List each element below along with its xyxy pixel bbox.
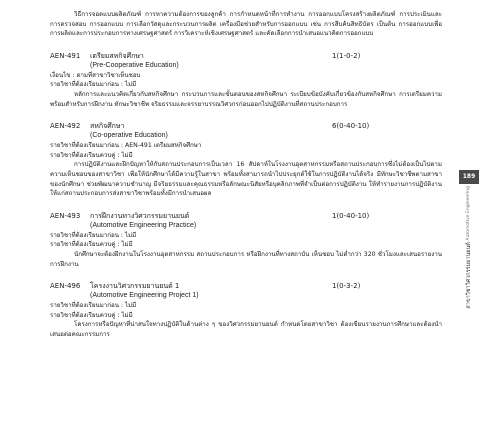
course-description: โครงการหรือปัญหาที่น่าสนใจทางปฏิบัติในด้านต่าง ๆ ของวิศวกรรมยานยนต์ กำหนดโดยสาขาวิชา ต้องเขียนรายงานการศึกษาและต้องนำเสนอต่อคณะกรรมการ (50, 321, 442, 338)
course-title-en: (Co-operative Education) (90, 132, 168, 140)
course-credits: 6(0-40-10) (332, 122, 370, 131)
course-title-th: สหกิจศึกษา (90, 122, 125, 131)
course-prerequisite: รายวิชาที่ต้องเรียนมาก่อน : ไม่มี (50, 302, 137, 310)
course-header (50, 211, 442, 221)
course-corequisite: รายวิชาที่ต้องเรียนควบคู่ : ไม่มี (50, 151, 133, 159)
course-description: นักศึกษาจะต้องฝึกงานในโรงงานอุตสาหกรรม สถานประกอบการ หรือฝึกงานที่ทางสถาบัน เห็นชอบ ไม่ต่ำกว่า 320 ชั่วโมงและเสนอรายงานการฝึกงาน (50, 250, 442, 268)
course-title-th: โครงงานวิศวกรรมยานยนต์ 1 (90, 282, 180, 291)
course-prerequisite: รายวิชาที่ต้องเรียนมาก่อน : AEN-491 เตรียมสหกิจศึกษา (50, 142, 202, 150)
course-title-th: การฝึกงานทางวิศวกรรมยานยนต์ (90, 211, 190, 220)
course-entry (50, 121, 442, 199)
course-prerequisite: รายวิชาที่ต้องเรียนมาก่อน : ไม่มี (50, 81, 137, 89)
course-corequisite: รายวิชาที่ต้องเรียนควบคู่ : ไม่มี (50, 241, 133, 249)
side-tab-subtitle: Automotive Engineering (466, 186, 471, 241)
course-header (50, 281, 442, 291)
course-credits: 1(1-0-2) (332, 51, 361, 60)
course-header (50, 121, 442, 131)
course-corequisite: รายวิชาที่ต้องเรียนควบคู่ : ไม่มี (50, 311, 133, 319)
course-entry (50, 51, 442, 109)
intro-paragraph: วิธีการจอดแบบผลิตภัณฑ์ การหาความต้องการของลูกค้า การกำหนดหน้าที่การทำงาน การออกแบบโครงสร้างผลิตภัณฑ์ การประเมินและการตรวจสอบ การออกแบบ การเลือกวัสดุและกระบวนการผลิต เครื่องมือช่วยสำหรับการออกแบบ เช่น การสืบค้นสิทธิบัตร เป็นต้น การออกแบบเพื่อการผลิตและการประกอบการทางเศรษฐศาสตร์ การวิเคราะห์เชิงเศรษฐศาสตร์ และคัดเลือกการนำเสนอแนวคิดการออกแบบ (50, 11, 442, 38)
course-description: หลักการและแนวคิดเกี่ยวกับสหกิจศึกษา กระบวนการและขั้นตอนของสหกิจศึกษา ระเบียบข้อบังคับเกี่ยวข้องกับสหกิจศึกษา การเตรียมความพร้อมสำหรับการฝึกงาน ทักษะวิชาชีพ จริยธรรมและจรรยาบรรณวิศวกรก่อนออกไปปฏิบัติงานที่สถานประกอบการ (50, 90, 442, 108)
course-prerequisite: รายวิชาที่ต้องเรียนมาก่อน : ไม่มี (50, 231, 137, 239)
course-description: การปฏิบัติงานและฝึกปัญหาให้กับสถานประกอบการเป็นเวลา 16 สัปดาห์ในโรงงานอุตสาหกรรมหรือสถานประกอบการซึ่งไม่ต้องเป็นไปตามความเห็นชอบของสาขาวิชา เพื่อให้นักศึกษาได้มีความรู้ในสาขา พร้อมทั้งสามารถนำไปประยุกต์ใช้ในการปฏิบัติงานได้จริง มีทักษะวิชาชีพตามสาขาของนักศึกษา ช่วยพัฒนาความชำนาญ มีจริยธรรมและคุณธรรมหรือลักษณะนิสัยหรือบุคลิกภาพที่จำเป็นต่อการปฏิบัติงาน ให้ทำรายงานการปฏิบัติงานให้แก่สถานประกอบการส่งสาขาวิชาพร้อมทั้งมีการนำเสนอผล (50, 161, 442, 198)
course-code: AEN-493 (50, 211, 81, 220)
course-entry (50, 281, 442, 339)
course-title-en: (Automotive Engineering Practice) (90, 221, 197, 229)
course-code: AEN-496 (50, 282, 81, 291)
course-condition: เงื่อนไข : ตามที่สาขาวิชาเห็นชอบ (50, 71, 141, 79)
course-code: AEN-492 (50, 122, 81, 131)
document-body (50, 10, 442, 339)
course-credits: 1(0-3-2) (332, 282, 361, 291)
page-side-tab (458, 170, 480, 309)
course-entry (50, 211, 442, 269)
course-credits: 1(0-40-10) (332, 211, 370, 220)
side-tab-title: สาขาวิชาวิศวกรรมยานยนต์ (466, 242, 472, 309)
course-title-en: (Pre-Cooperative Education) (90, 61, 179, 69)
side-tab-label (465, 186, 473, 309)
course-title-en: (Automotive Engineering Project 1) (90, 292, 199, 300)
course-title-th: เตรียมสหกิจศึกษา (90, 51, 144, 60)
course-header (50, 51, 442, 61)
page-number: 189 (459, 170, 479, 184)
course-code: AEN-491 (50, 51, 81, 60)
